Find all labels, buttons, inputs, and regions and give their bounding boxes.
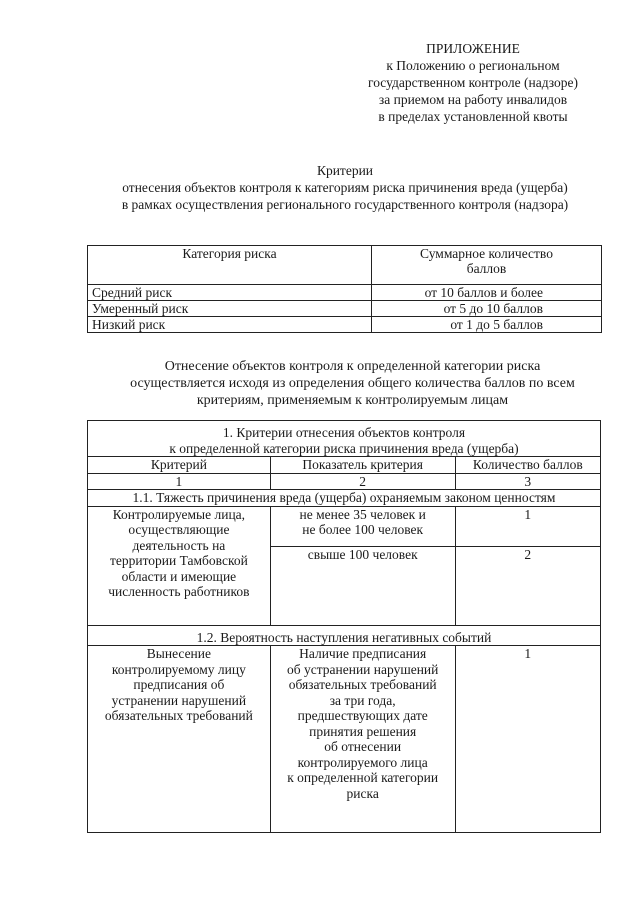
section-title-row (88, 490, 601, 507)
column-header-points: Количество баллов (455, 457, 600, 474)
criterion-line: осуществляющие (128, 522, 230, 537)
criteria-title-line: Критерии (316, 163, 374, 178)
criteria-table-title-line: к определенной категории риска причинения вреда (ущерба) (169, 440, 519, 456)
indicator-cell (270, 546, 455, 625)
column-number: 1 (88, 473, 271, 490)
criterion-line: обязательных требований (104, 708, 253, 723)
header-line: Суммарное количество (420, 246, 553, 261)
column-number-row (88, 473, 601, 490)
paragraph-line: критериям, применяемым к контролируемым лицам (196, 393, 509, 408)
table-header-row (88, 246, 602, 285)
appendix-line: государственном контроле (надзоре) (368, 75, 578, 90)
indicator-line: об отнесении (324, 739, 402, 754)
criterion-cell (88, 646, 271, 833)
header-total-points (372, 246, 602, 285)
criterion-line: Контролируемые лица, (112, 506, 246, 522)
criterion-line: Вынесение (146, 646, 211, 661)
risk-category-table (87, 245, 602, 333)
criteria-title (40, 162, 640, 213)
section-title-row (88, 625, 601, 646)
column-header-criterion: Критерий (88, 457, 271, 474)
appendix-heading: ПРИЛОЖЕНИЕ (426, 41, 520, 56)
risk-category-cell: Умеренный риск (88, 301, 372, 317)
criteria-table-title-row (88, 421, 601, 457)
table-row (88, 317, 602, 333)
risk-score-cell: от 1 до 5 баллов (372, 317, 602, 333)
table-row (88, 301, 602, 317)
section-1-title: 1.1. Тяжесть причинения вреда (ущерба) охраняемым законом ценностям (88, 490, 601, 507)
criterion-cell (88, 506, 271, 625)
criteria-table (87, 420, 601, 833)
criteria-table-title-line: 1. Критерии отнесения объектов контроля (222, 425, 466, 440)
indicator-line: не более 100 человек (302, 522, 424, 537)
appendix-header (338, 40, 608, 125)
criterion-line: предписания об (133, 677, 225, 692)
indicator-line: об устранении нарушений (286, 661, 439, 677)
indicator-line: риска (346, 785, 379, 801)
explanatory-paragraph (60, 358, 640, 409)
appendix-line: в пределах установленной квоты (378, 109, 568, 124)
criterion-line: устранении нарушений (111, 692, 247, 708)
header-risk-category: Категория риска (88, 246, 372, 285)
column-header-row (88, 457, 601, 474)
column-number: 2 (270, 473, 455, 490)
points-cell: 2 (455, 546, 600, 625)
criterion-line: территории Тамбовской (109, 553, 248, 568)
column-header-indicator: Показатель критерия (270, 457, 455, 474)
paragraph-line: осуществляется исходя из определения общего количества баллов по всем (130, 376, 575, 391)
indicator-line: к определенной категории (287, 770, 439, 785)
risk-category-cell: Средний риск (88, 285, 372, 301)
points-cell: 1 (455, 506, 600, 546)
indicator-cell (270, 646, 455, 833)
table-row (88, 646, 601, 833)
header-line: баллов (466, 261, 507, 276)
indicator-line: за три года, (329, 692, 396, 708)
indicator-line: Наличие предписания (299, 646, 427, 661)
risk-score-cell: от 5 до 10 баллов (372, 301, 602, 317)
criteria-table-title (88, 421, 601, 457)
appendix-line: к Положению о региональном (386, 58, 560, 73)
appendix-line: за приемом на работу инвалидов (378, 92, 568, 107)
table-row (88, 506, 601, 546)
points-cell: 1 (455, 646, 600, 833)
indicator-line: свыше 100 человек (307, 546, 418, 562)
criteria-title-line: отнесения объектов контроля к категориям риска причинения вреда (ущерба) (122, 180, 568, 195)
risk-category-cell: Низкий риск (88, 317, 372, 333)
criteria-title-line: в рамках осуществления регионального государственного контроля (надзора) (121, 197, 569, 212)
column-number: 3 (455, 473, 600, 490)
indicator-line: не менее 35 человек и (299, 506, 426, 522)
indicator-cell (270, 506, 455, 546)
criterion-line: области и имеющие (121, 568, 237, 584)
risk-score-cell: от 10 баллов и более (372, 285, 602, 301)
section-2-title: 1.2. Вероятность наступления негативных событий (88, 625, 601, 646)
indicator-line: принятия решения (309, 723, 417, 739)
criterion-line: контролируемому лицу (111, 661, 246, 677)
table-row (88, 285, 602, 301)
criterion-line: численность работников (108, 584, 250, 599)
indicator-line: предшествующих дате (297, 708, 428, 723)
indicator-line: обязательных требований (288, 677, 437, 692)
indicator-line: контролируемого лица (297, 754, 428, 770)
criterion-line: деятельность на (132, 537, 226, 553)
paragraph-line: Отнесение объектов контроля к определенной категории риска (164, 359, 541, 374)
